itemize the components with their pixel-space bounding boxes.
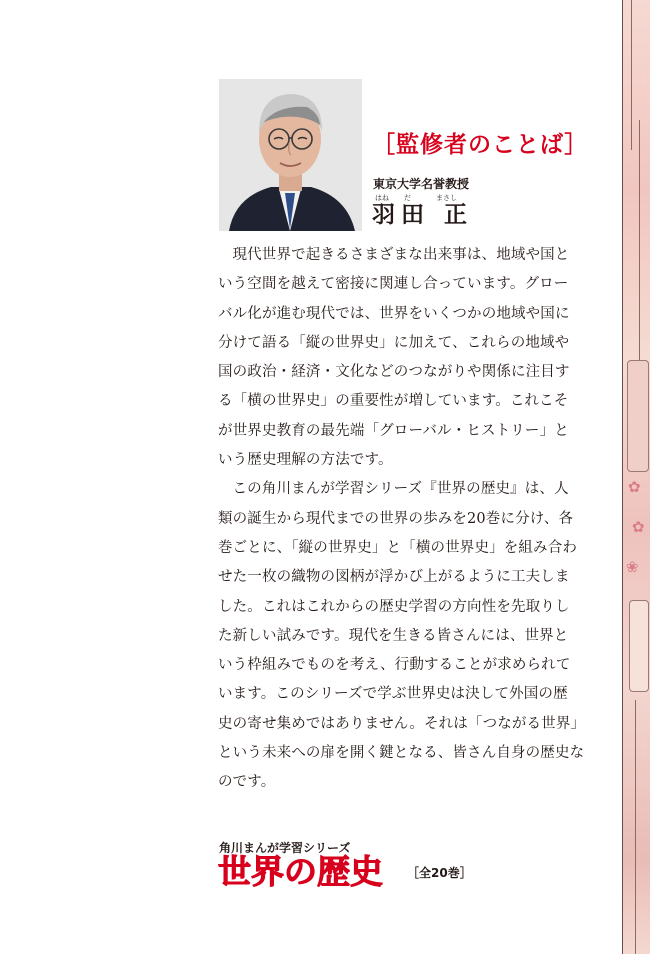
text-line: いう枠組みでものを考え、行動することが求められて	[218, 657, 571, 674]
art-line	[639, 120, 640, 360]
page-heading: ［監修者のことば］	[372, 132, 589, 158]
supervisor-name: 羽田 正	[372, 202, 474, 228]
manga-illustration-edge	[622, 0, 650, 954]
text-line: バル化が進む現代では、世界をいくつかの地域や国に	[218, 305, 570, 322]
text-line: いう歴史理解の方法です。	[218, 452, 393, 469]
flower-icon: ❀	[626, 558, 639, 576]
text-line: 類の誕生から現代までの世界の歩みを20巻に分け、各	[218, 510, 574, 527]
text-line: のです。	[218, 774, 276, 791]
series-title-logo: 世界の歴史	[218, 852, 383, 891]
art-line	[631, 0, 632, 150]
art-panel	[629, 600, 649, 692]
text-line: 分けて語る「縦の世界史」に加えて、これらの地域や	[218, 334, 570, 351]
text-line: 現代世界で起きるさまざまな出来事は、地域や国と	[232, 247, 570, 263]
name-ruby: だ	[404, 194, 411, 202]
foreword-body	[218, 241, 613, 798]
name-ruby: まさし	[436, 194, 457, 202]
series-label: 角川まんが学習シリーズ	[219, 841, 351, 855]
text-line: が世界史教育の最先端「グローバル・ヒストリー」と	[218, 422, 569, 439]
art-line	[635, 700, 636, 954]
text-line: 国の政治・経済・文化などのつながりや関係に注目す	[218, 364, 570, 381]
text-line: した。これはこれからの歴史学習の方向性を先取りし	[218, 598, 570, 615]
name-ruby: はね	[375, 194, 389, 202]
foreword-paragraph-1	[218, 241, 613, 475]
foreword-paragraph-2	[218, 475, 613, 797]
text-line: 史の寄せ集めではありません。それは「つながる世界」	[218, 715, 586, 732]
supervisor-portrait	[219, 79, 362, 231]
supervisor-title: 東京大学名誉教授	[373, 177, 470, 191]
text-line: せた一枚の織物の図柄が浮かび上がるように工夫しま	[218, 569, 570, 586]
text-line: 巻ごとに、「縦の世界史」と「横の世界史」を組み合わ	[218, 539, 577, 556]
text-line: この角川まんが学習シリーズ『世界の歴史』は、人	[232, 481, 569, 498]
volume-count: ［全20巻］	[407, 866, 472, 880]
flower-icon: ✿	[632, 518, 645, 536]
text-line: います。このシリーズで学ぶ世界史は決して外国の歴	[218, 686, 568, 703]
text-line: という未来への扉を開く鍵となる、皆さん自身の歴史な	[218, 745, 585, 762]
flower-icon: ✿	[628, 478, 641, 496]
art-panel	[627, 360, 649, 472]
text-line: た新しい試みです。現代を生きる皆さんには、世界と	[218, 627, 569, 644]
text-line: いう空間を越えて密接に関連し合っています。グロー	[218, 276, 569, 293]
text-line: る「横の世界史」の重要性が増しています。これこそ	[218, 393, 569, 410]
